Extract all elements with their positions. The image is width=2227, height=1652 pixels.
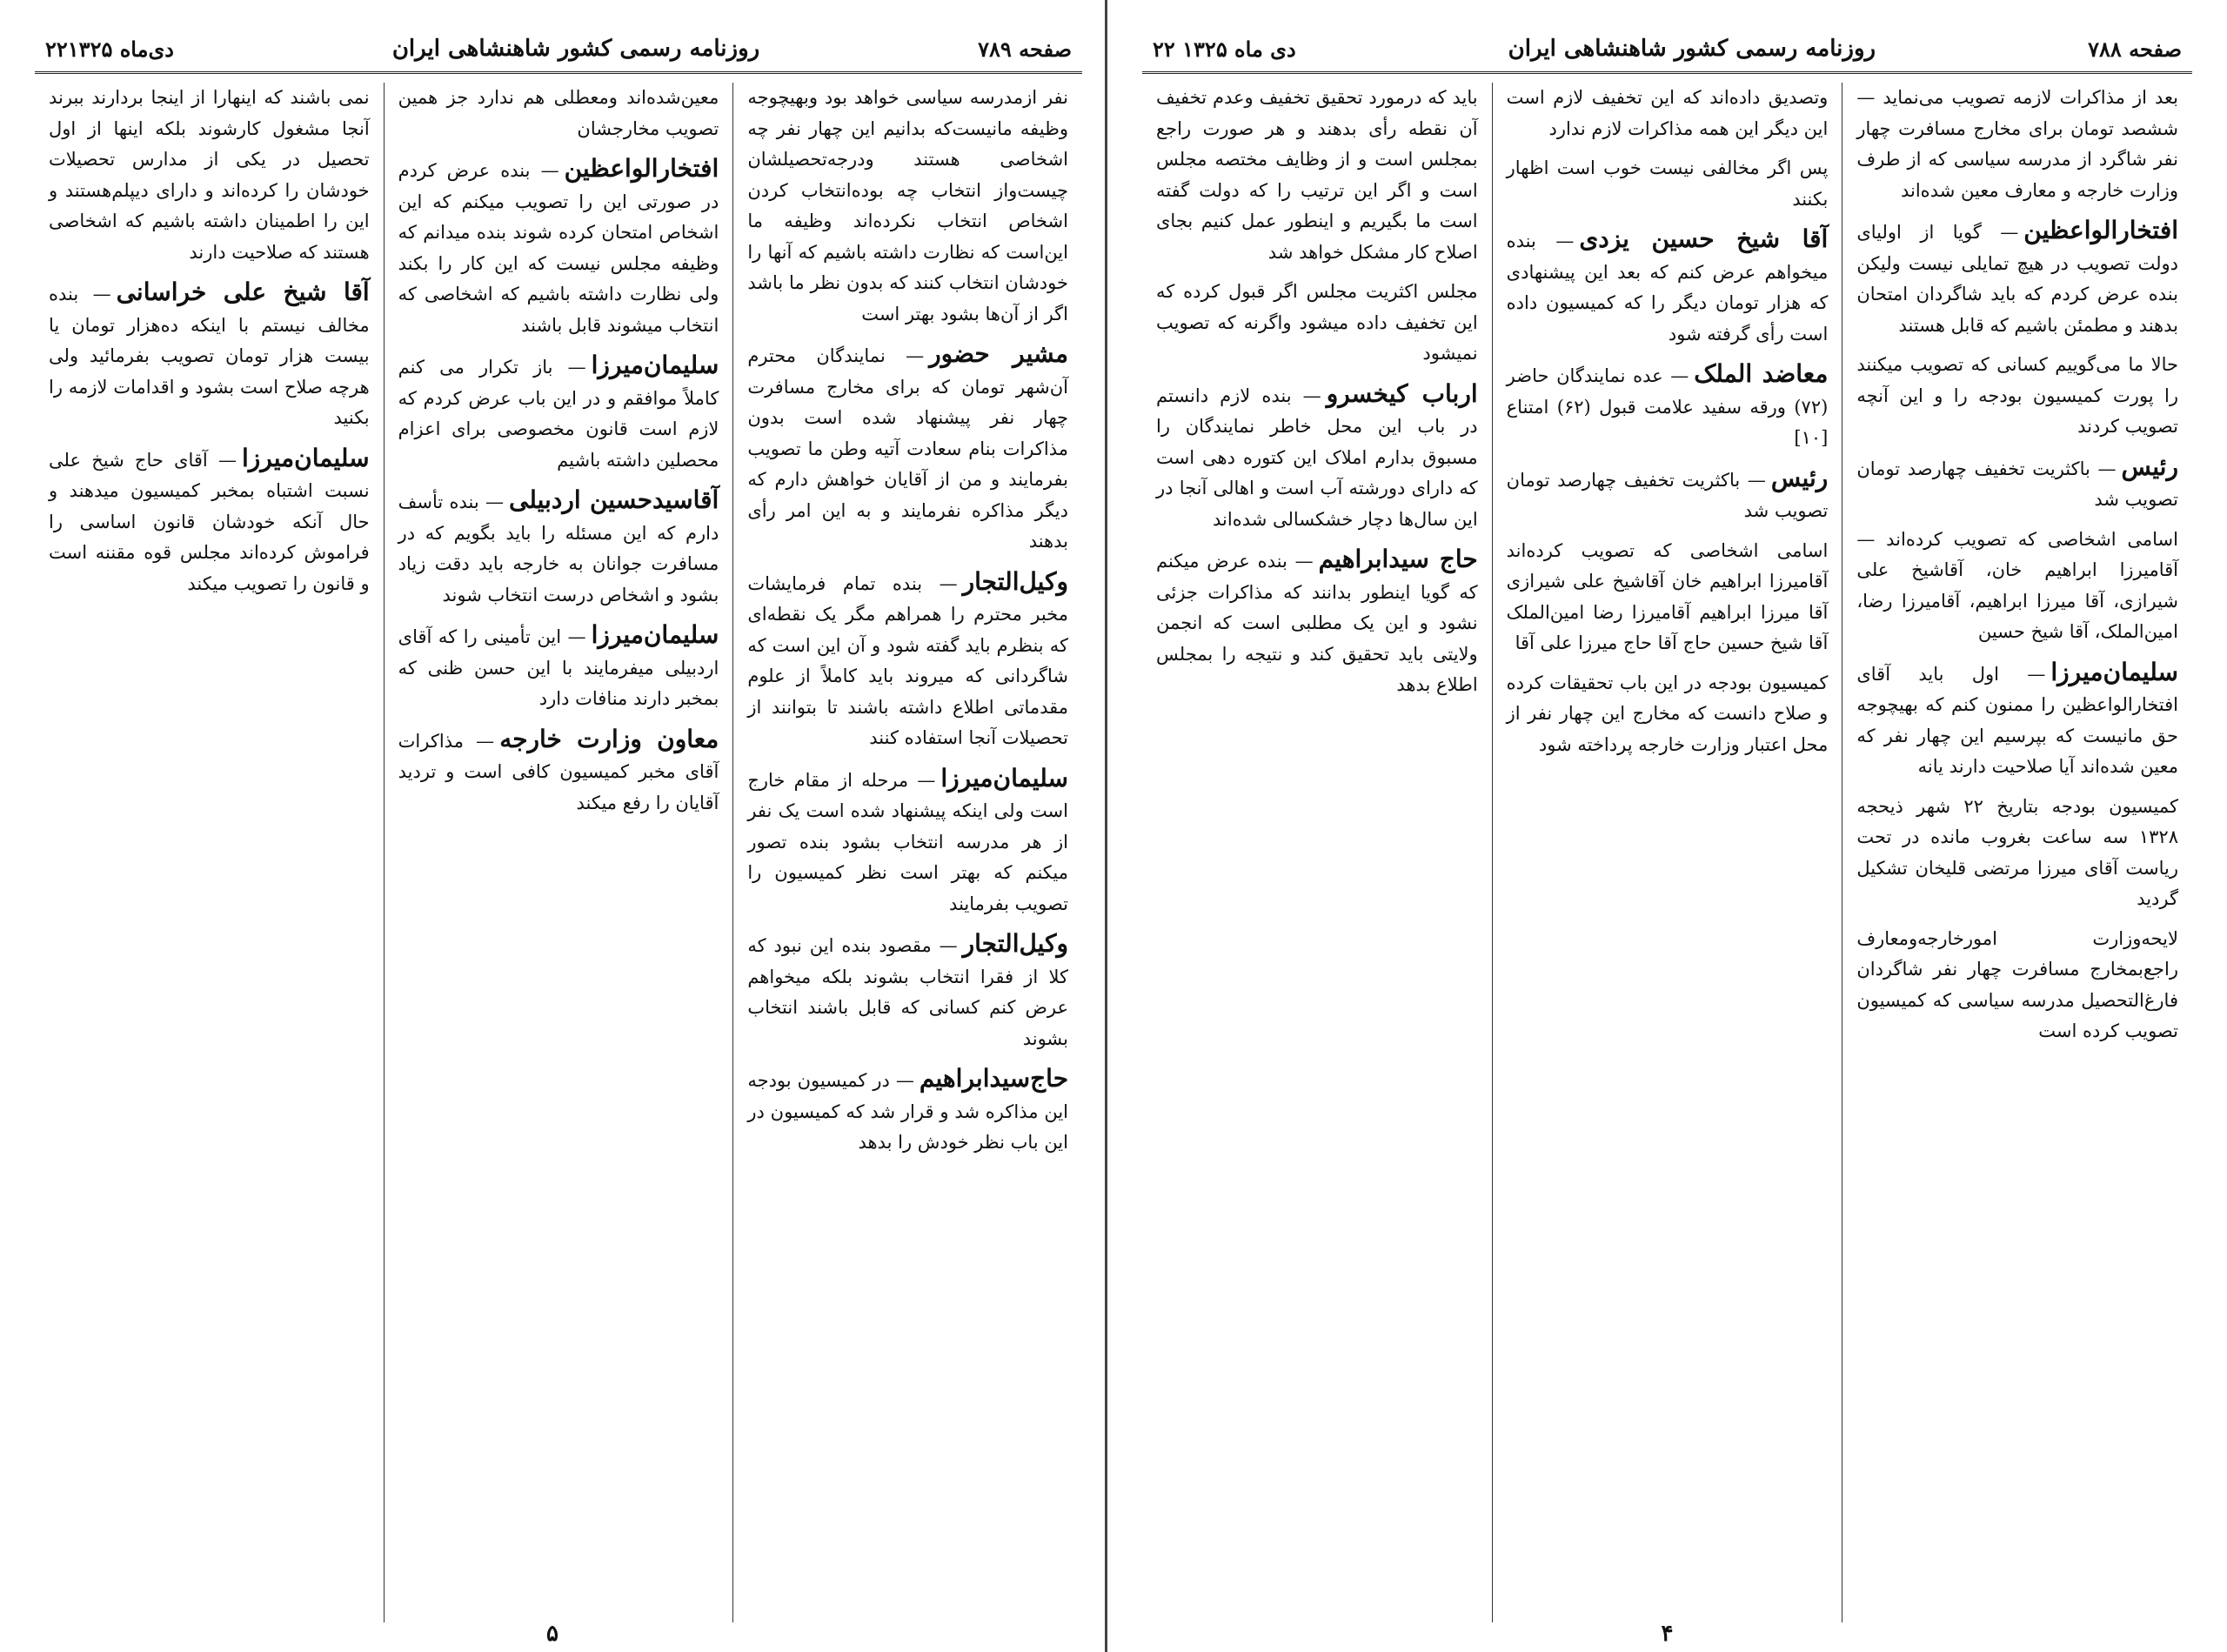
page-header xyxy=(1142,30,2192,74)
paragraph-text: — گویا از اولیای دولت تصویب در هیچ تمایلی نیست ولیکن بنده عرض کردم که باید شاگردان امتحان بدهند و مطمئن باشیم که قابل هستند xyxy=(1856,222,2178,336)
text-columns xyxy=(1142,83,2192,1622)
paragraph-text: نفر ازمدرسه سیاسی خواهد بود وبهیچوجه وظیفه مانیست‌که بدانیم این چهار نفر چه اشخاصی هستند ودرجه‌تحصیلشان چیست‌واز انتخاب چه بوده‌انتخاب کردن اشخاص انتخاب نکرده‌اند وظیفه ما این‌است که نظارت داشته باشیم که آنها را خودشان انتخاب کنند که بدون نظر ما باشد اگر از آن‌ها بشود بهتر است xyxy=(747,87,1068,324)
speaker-name: مشیر حضور xyxy=(929,339,1068,368)
paragraph-text: وتصدیق داده‌اند که این تخفیف لازم است این دیگر این همه مذاکرات لازم ندارد xyxy=(1506,87,1829,139)
paragraph-text: — بنده تأسف دارم که این مسئله را باید بگویم که در مسافرت جوانان به خارجه باید دقت زیاد بشود و اشخاص درست انتخاب شوند xyxy=(398,492,719,605)
paragraph-text: — بنده عرض کردم در صورتی این را تصویب میکنم که این اشخاص امتحان کرده شوند بنده میدانم که وظیفه مجلس نیست که این کار را بکند ولی نظارت داشته باشیم که اشخاصی که انتخاب میشوند قابل باشند xyxy=(398,160,719,336)
paragraph-text: — مرحله از مقام خارج است ولی اینکه پیشنهاد شده است یک نفر از هر مدرسه انتخاب بشود بنده تصور میکنم که بهتر است نظر کمیسیون را تصویب بفرمایند xyxy=(747,769,1068,914)
paragraph-text: — این تأمینی را که آقای اردبیلی میفرمایند با این حسن ظنی که بمخبر دارند منافات دارد xyxy=(398,626,719,709)
column-paragraph xyxy=(747,1063,1068,1159)
paragraph-text: — اول باید آقای افتخارالواعظین را ممنون کنم که بهیچوجه حق مانیست که بپرسیم این چهار نفر که معین شده‌اند آیا صلاحیت دارند یانه xyxy=(1856,663,2178,777)
speaker-name: سلیمان‌میرزا xyxy=(2050,657,2178,686)
column-paragraph xyxy=(398,350,719,476)
paragraph-text: نمی باشند که اینهارا از اینجا بردارند ببرند آنجا مشغول کارشوند بلکه اینها از اول تحصیل در یکی از مدارس تحصیلات خودشان را کرده‌اند و دارای دیپلم‌هستند و این را اطمینان داشته باشیم که اشخاصی هستند که صلاحیت دارند xyxy=(48,87,370,263)
column-paragraph xyxy=(747,338,1068,558)
column-paragraph xyxy=(1507,224,1829,350)
paragraph-text: — باکثریت تخفیف چهارصد تومان تصویب شد xyxy=(1506,469,1829,521)
column-paragraph xyxy=(1856,657,2178,783)
column-paragraph xyxy=(1856,924,2178,1047)
speaker-name: آقاسیدحسین اردبیلی xyxy=(509,485,719,514)
speaker-name: حاج‌سیدابراهیم xyxy=(919,1064,1068,1093)
paragraph-text: کمیسیون بودجه بتاریخ ۲۲ شهر ذیحجه ۱۳۲۸ سه ساعت بغروب مانده در تحت ریاست آقای میرزا مرتضی قلیخان تشکیل گردید xyxy=(1856,795,2179,909)
header-date: ۲۲ دی ماه ۱۳۲۵ xyxy=(1153,36,1296,62)
paragraph-text: اسامی اشخاصی که تصویب کرده‌اند آقامیرزا ابراهیم خان آقاشیخ علی شیرازی آقا میرزا ابراهیم آقامیرزا رضا امین‌الملک آقا شیخ حسین حاج آقا حاج میرزا علی آقا xyxy=(1506,539,1829,653)
text-column xyxy=(1492,83,1842,1622)
paragraph-text: — باز تکرار می کنم کاملاً موافقم و در این باب عرض کردم که لازم است قانون مخصوصی برای اعزام محصلین داشته باشیم xyxy=(398,357,719,471)
paragraph-text: — عده نمایندگان حاضر (۷۲) ورقه سفید علامت قبول (۶۲) امتناع [۱۰] xyxy=(1506,365,1829,448)
paragraph-text: لایحه‌وزارت امورخارجه‌ومعارف راجع‌بمخارج مسافرت چهار نفر شاگردان فارغ‌التحصیل مدرسه سیاسی که کمیسیون تصویب کرده است xyxy=(1856,927,2178,1041)
paragraph-text: — بنده تمام فرمایشات مخبر محترم را همراهم مگر یک نقطه‌ای که بنظرم باید گفته شود و آن این است که شاگردانی که میروند باید کاملاً از علوم مقدماتی اطلاع داشته باشند تا بتوانند از تحصیلات آنجا استفاده کنند xyxy=(747,572,1068,748)
column-paragraph xyxy=(1156,83,1478,268)
column-paragraph xyxy=(747,763,1068,920)
text-column xyxy=(35,83,384,1622)
paragraph-text: — در کمیسیون بودجه این مذاکره شد و قرار شد که کمیسیون در این باب نظر خودش را بدهد xyxy=(747,1070,1068,1153)
column-paragraph xyxy=(398,83,719,144)
speaker-name: آقا شیخ علی خراسانی xyxy=(116,278,370,306)
page-number: ۵ xyxy=(546,1621,558,1647)
speaker-name: سلیمان‌میرزا xyxy=(591,351,719,379)
text-columns xyxy=(35,83,1082,1622)
speaker-name: وکیل‌التجار xyxy=(962,929,1068,958)
paragraph-text: — نمایندگان محترم آن‌شهر تومان که برای مخارج مسافرت چهار نفر پیشنهاد شده است بدون مذاکرات بنام سعادت آتیه وطن ما تصویب بفرمایند و من از آقایان خواهش دارم که دیگر مذاکره نفرمایند و به این امر رأی بدهند xyxy=(747,345,1068,552)
speaker-name: حاج سیدابراهیم xyxy=(1318,545,1478,573)
column-paragraph xyxy=(1507,668,1829,761)
column-paragraph xyxy=(1507,153,1829,215)
column-paragraph xyxy=(747,83,1068,330)
column-paragraph xyxy=(49,443,370,600)
header-title: روزنامه رسمی کشور شاهنشاهی ایران xyxy=(391,36,760,62)
paragraph-text: حالا ما می‌گوییم کسانی که تصویب میکنند را پورت کمیسیون بودجه را و این آنچه تصویب کردند xyxy=(1856,354,2178,437)
paragraph-text: اسامی اشخاصی که تصویب کرده‌اند — آقامیرزا ابراهیم خان، آقاشیخ علی شیرازی، آقا میرزا ابراهیم، آقامیرزا رضا، امین‌الملک، آقا شیخ حسین xyxy=(1856,528,2178,642)
speaker-name: رئیس xyxy=(1770,463,1829,492)
speaker-name: معاضد الملک xyxy=(1694,359,1829,388)
speaker-name: آقا شیخ حسین یزدی xyxy=(1579,224,1829,253)
column-paragraph xyxy=(1856,525,2178,648)
paragraph-text: — بنده عرض میکنم که گویا اینطور بدانند که مذاکرات جزئی نشود و این یک مطلبی است که انجمن ولایتی باید تحقیق کند و نتیجه را بمجلس اطلاع بدهد xyxy=(1155,551,1478,695)
column-paragraph xyxy=(1856,350,2178,443)
column-paragraph xyxy=(1856,451,2178,516)
paragraph-text: — مقصود بنده این نبود که کلا از فقرا انتخاب بشوند بلکه میخواهم عرض کنم کسانی که قابل باشند انتخاب بشوند xyxy=(747,935,1068,1049)
header-page: صفحه ۷۸۹ xyxy=(978,36,1072,62)
paragraph-text: — بنده لازم دانستم در باب این محل خاطر نمایندگان را مسبوق بدارم املاک این کتوره دهی است که دارای دورشته آب است و اهالی آنجا در این سال‌ها دچار خشکسالی شده‌اند xyxy=(1155,385,1478,530)
column-paragraph xyxy=(1507,463,1829,527)
column-paragraph xyxy=(1507,536,1829,659)
left-page xyxy=(0,0,1105,1652)
speaker-name: ارباب کیخسرو xyxy=(1326,378,1478,408)
paragraph-text: — مذاکرات آقای مخبر کمیسیون کافی است و تردید آقایان را رفع میکند xyxy=(398,730,719,813)
paragraph-text: پس اگر مخالفی نیست خوب است اظهار بکنند xyxy=(1506,157,1829,210)
column-paragraph xyxy=(747,928,1068,1054)
column-paragraph xyxy=(398,724,719,819)
paragraph-text: کمیسیون بودجه در این باب تحقیقات کرده و صلاح دانست که مخارج این چهار نفر از محل اعتبار وزارت خارجه پرداخته شود xyxy=(1506,672,1829,755)
speaker-name: سلیمان‌میرزا xyxy=(940,763,1068,793)
column-paragraph xyxy=(1507,358,1829,454)
column-paragraph xyxy=(398,485,719,611)
speaker-name: معاون وزارت خارجه xyxy=(499,724,719,753)
column-paragraph xyxy=(49,83,370,268)
column-paragraph xyxy=(1156,544,1478,701)
paragraph-text: معین‌شده‌اند ومعطلی هم ندارد جز همین تصویب مخارجشان xyxy=(398,87,719,139)
text-column xyxy=(1842,83,2192,1622)
speaker-name: سلیمان‌میرزا xyxy=(591,620,719,649)
text-column xyxy=(1142,83,1492,1622)
column-paragraph xyxy=(1156,277,1478,370)
paragraph-text: باید که درمورد تحقیق تخفیف وعدم تخفیف آن نقطه رأی بدهند و هر صورت راجع بمجلس است و از وظایف مختصه مجلس است و اگر این ترتیب را که دولت گفته است ما بگیریم و اینطور عمل کنیم بجای اصلاح کار مشکل خواهد شد xyxy=(1155,87,1478,263)
speaker-name: افتخارالواعظین xyxy=(564,154,719,183)
page-number: ۴ xyxy=(1661,1621,1674,1647)
column-paragraph xyxy=(747,566,1068,754)
header-date: ۲۲دی‌ماه ۱۳۲۵ xyxy=(45,36,174,62)
column-paragraph xyxy=(1507,83,1829,144)
speaker-name: رئیس xyxy=(2121,451,2178,481)
column-paragraph xyxy=(49,277,370,434)
paragraph-text: — بنده میخواهم عرض کنم که بعد این پیشنهادی که هزار تومان دیگر را که کمیسیون داده است رأی گرفته شود xyxy=(1506,231,1829,344)
right-page xyxy=(1105,0,2227,1652)
paragraph-text: — بنده مخالف نیستم با اینکه ده‌هزار تومان یا بیست هزار تومان تصویب بفرمائید ولی هرچه صلاح است بشود و اقدامات لازمه را بکنید xyxy=(48,284,370,428)
page-header xyxy=(35,30,1082,74)
speaker-name: افتخارالواعظین xyxy=(2023,216,2178,244)
paragraph-text: بعد از مذاکرات لازمه تصویب می‌نماید — ششصد تومان برای مخارج مسافرت چهار نفر شاگرد از مدرسه سیاسی که از طرف وزارت خارجه و معارف معین شده‌اند xyxy=(1856,87,2178,201)
header-page: صفحه ۷۸۸ xyxy=(2088,36,2182,62)
column-paragraph xyxy=(398,153,719,341)
text-column xyxy=(732,83,1082,1622)
paragraph-text: — آقای حاج شیخ علی نسبت اشتباه بمخبر کمیسیون میدهند و حال آنکه خودشان قانون اساسی را فراموش کرده‌اند مجلس قوه مقننه است و قانون را تصویب میکند xyxy=(48,449,370,594)
speaker-name: سلیمان‌میرزا xyxy=(241,443,370,472)
header-title: روزنامه رسمی کشور شاهنشاهی ایران xyxy=(1508,36,1876,62)
speaker-name: وکیل‌التجار xyxy=(962,566,1068,596)
paragraph-text: مجلس اکثریت مجلس اگر قبول کرده که این تخفیف داده میشود واگرنه که تصویب نمیشود xyxy=(1155,281,1478,364)
column-paragraph xyxy=(1856,83,2178,206)
text-column xyxy=(384,83,733,1622)
column-paragraph xyxy=(1856,215,2178,341)
paragraph-text: — باکثریت تخفیف چهارصد تومان تصویب شد xyxy=(1856,458,2178,510)
column-paragraph xyxy=(1156,378,1478,536)
column-paragraph xyxy=(1856,792,2178,915)
column-paragraph xyxy=(398,619,719,715)
